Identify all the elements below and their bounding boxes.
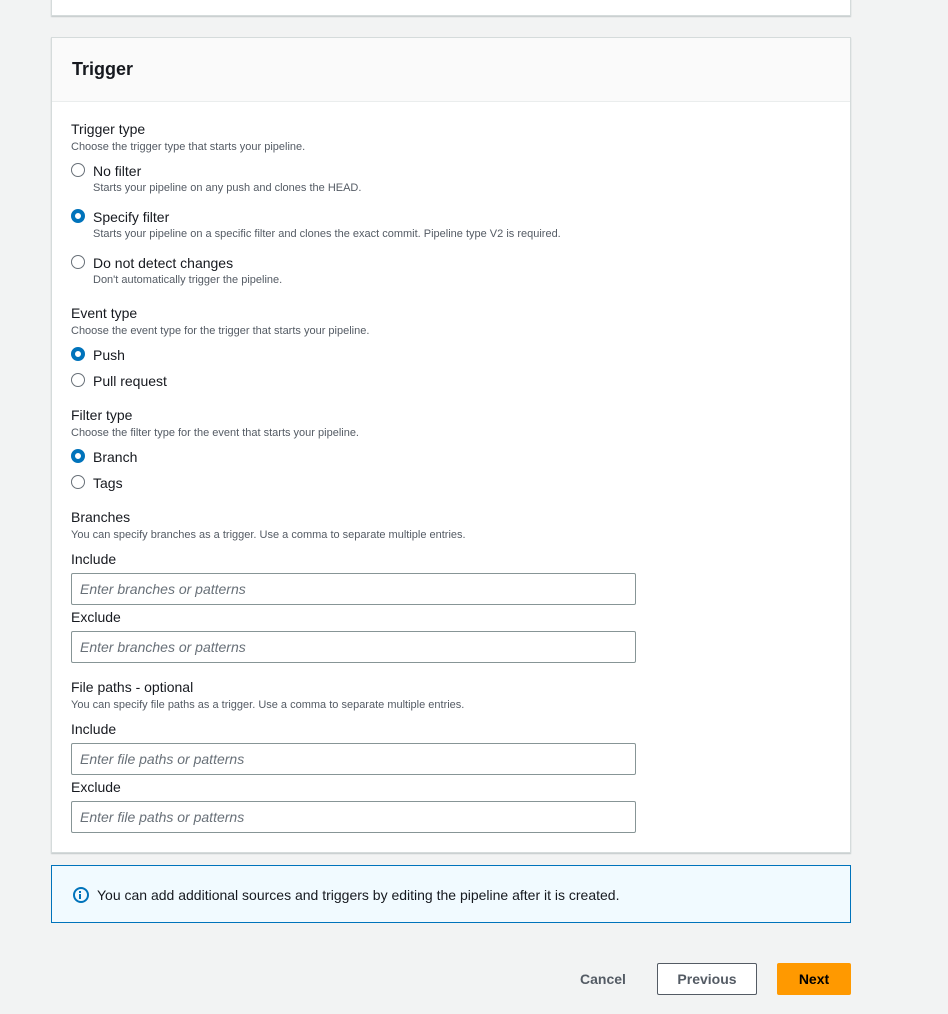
radio-label: Specify filter xyxy=(93,209,170,225)
next-button[interactable]: Next xyxy=(777,963,851,995)
file-paths-exclude-input[interactable] xyxy=(71,801,636,833)
trigger-type-label: Trigger type xyxy=(71,121,146,137)
trigger-type-description: Choose the trigger type that starts your pipeline. xyxy=(71,141,306,153)
previous-section-card xyxy=(51,0,851,16)
branches-exclude-input[interactable] xyxy=(71,631,636,663)
card-title: Trigger xyxy=(72,59,134,79)
radio-description: Starts your pipeline on a specific filter and clones the exact commit. Pipeline type V2 is required. xyxy=(93,228,561,240)
radio-label: Do not detect changes xyxy=(93,255,234,271)
branches-include-label: Include xyxy=(71,551,117,567)
cancel-button[interactable]: Cancel xyxy=(563,963,643,995)
radio-button[interactable] xyxy=(71,255,85,269)
branches-include-input[interactable] xyxy=(71,573,636,605)
card-header xyxy=(52,38,850,102)
radio-button[interactable] xyxy=(71,209,85,223)
trigger-card xyxy=(51,37,851,853)
radio-label: Tags xyxy=(93,475,123,491)
filter-type-description: Choose the filter type for the event that starts your pipeline. xyxy=(71,427,359,439)
radio-description: Don't automatically trigger the pipeline. xyxy=(93,274,283,286)
info-icon xyxy=(73,887,89,903)
radio-label: No filter xyxy=(93,163,142,179)
radio-label: Push xyxy=(93,347,125,363)
radio-label: Branch xyxy=(93,449,138,465)
event-type-description: Choose the event type for the trigger that starts your pipeline. xyxy=(71,325,370,337)
branches-exclude-label: Exclude xyxy=(71,609,121,625)
radio-button[interactable] xyxy=(71,163,85,177)
branches-description: You can specify branches as a trigger. Use a comma to separate multiple entries. xyxy=(71,529,466,541)
file-paths-include-input[interactable] xyxy=(71,743,636,775)
file-paths-exclude-label: Exclude xyxy=(71,779,121,795)
filter-type-label: Filter type xyxy=(71,407,133,423)
radio-button[interactable] xyxy=(71,347,85,361)
info-text: You can add additional sources and triggers by editing the pipeline after it is created. xyxy=(97,887,620,903)
radio-description: Starts your pipeline on any push and clones the HEAD. xyxy=(93,182,362,194)
radio-button[interactable] xyxy=(71,449,85,463)
previous-button[interactable]: Previous xyxy=(657,963,757,995)
radio-button[interactable] xyxy=(71,373,85,387)
file-paths-description: You can specify file paths as a trigger. Use a comma to separate multiple entries. xyxy=(71,699,465,711)
radio-button[interactable] xyxy=(71,475,85,489)
info-alert xyxy=(51,865,851,923)
radio-label: Pull request xyxy=(93,373,167,389)
file-paths-label: File paths - optional xyxy=(71,679,194,695)
file-paths-include-label: Include xyxy=(71,721,117,737)
event-type-label: Event type xyxy=(71,305,138,321)
branches-label: Branches xyxy=(71,509,131,525)
